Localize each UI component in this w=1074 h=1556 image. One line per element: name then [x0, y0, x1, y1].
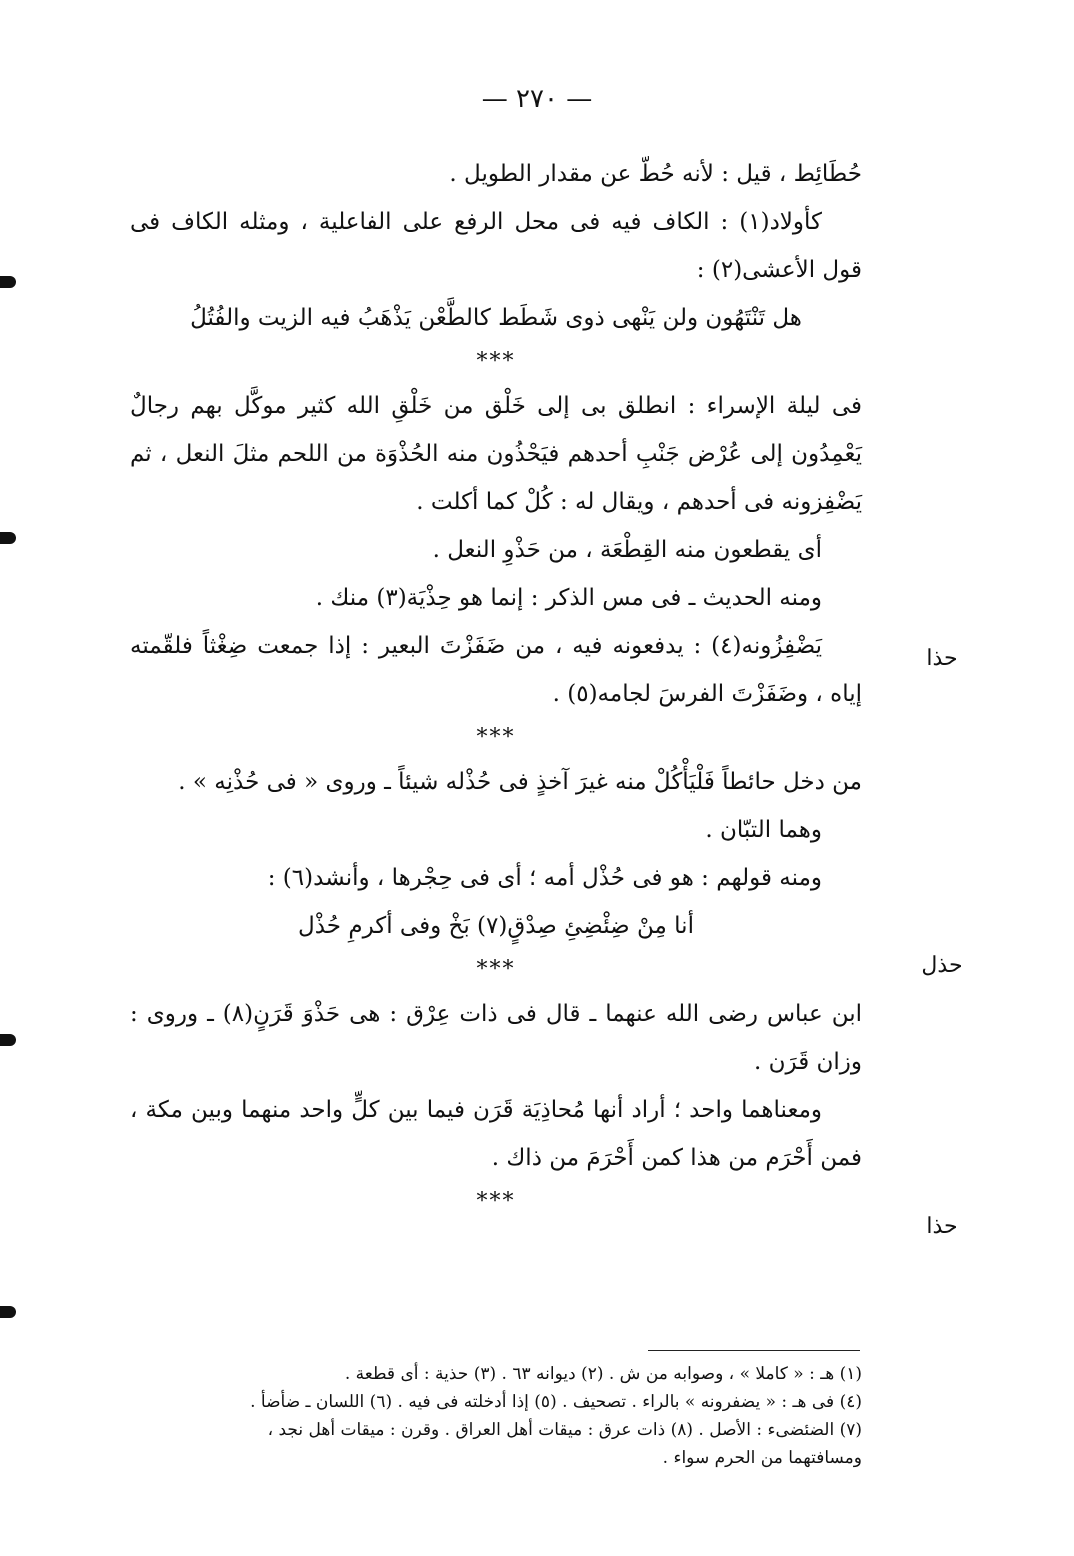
footnotes [130, 1360, 862, 1472]
section-separator: *** [476, 1189, 516, 1214]
margin-mark [0, 1034, 16, 1046]
margin-root-word: حذا [926, 646, 958, 671]
verse: أنا مِنْ ضِئْضِئِ صِدْقٍ(٧) بَخْ وفى أكرمِ حُذْل [298, 913, 694, 939]
text-line: من دخل حائطاً فَلْيَأْكُلْ منه غيرَ آخذٍ فى حُذْله شيئاً ـ وروى « فى حُذْنِه » . [178, 769, 862, 795]
text-line: فى ليلة الإسراء : انطلق بى إلى خَلْق من خَلْقِ الله كثير موكَّل بهم رجالٌ يَعْمِدُون إلى عُرْض جَنْبِ أحدهم فيَحْذُون منه الحُذْوَة من اللحم مثلَ النعل ، ثم يَضْفِزونه فى أحدهم ، ويقال له : كُلْ كما أكلت . [130, 393, 862, 515]
footnote-rule [648, 1350, 860, 1351]
margin-root-word: حذا [926, 1214, 958, 1239]
section-separator: *** [476, 349, 516, 374]
footnote-line: (١) هـ : « كاملا » ، وصوابه من ش . (٢) ديوانه ٦٣ . (٣) حذية : أى قطعة . [344, 1364, 862, 1384]
footnote-line: ومسافتهما من الحرم سواء . [662, 1448, 862, 1468]
text-line: كأولاد(١) : الكاف فيه فى محل الرفع على الفاعلية ، ومثله الكاف فى قول الأعشى(٢) : [130, 209, 862, 283]
margin-root-word: حذل [921, 953, 963, 978]
page-number: — ٢٧٠ — [481, 84, 593, 114]
section-separator: *** [476, 957, 516, 982]
text-line: ومعناهما واحد ؛ أراد أنها مُحاذِيَة قَرَن فيما بين كلٍّ واحد منهما وبين مكة ، فمن أَحْرَم من هذا كمن أَحْرَمَ من ذاك . [130, 1097, 862, 1171]
footnote-line: (٤) فى هـ : « يضفرونه » بالراء . تصحيف . (٥) إذا أدخلته فى فيه . (٦) اللسان ـ ضأضأ . [250, 1392, 862, 1412]
text-line: أى يقطعون منه القِطْعَة ، من حَذْوِ النعل . [432, 537, 822, 563]
text-line: وهما التبّان . [705, 817, 822, 843]
text-line: ومنه الحديث ـ فى مس الذكر : إنما هو حِذْيَة(٣) منك . [315, 585, 822, 611]
text-line: ابن عباس رضى الله عنهما ـ قال فى ذات عِرْق : هى حَذْوَ قَرَنٍ(٨) ـ وروى : وزان قَرَن . [130, 1001, 863, 1075]
text-line: يَضْفِزُونه(٤) : يدفعونه فيه ، من ضَفَزْتَ البعير : إذا جمعت ضِغْثاً فلقّمته إياه ، وضَفَزْتَ الفرسَ لجامه(٥) . [130, 633, 862, 707]
margin-mark [0, 1306, 16, 1318]
text-line: حُطَائِط ، قيل : لأنه حُطّ عن مقدار الطويل . [449, 161, 862, 187]
main-text [130, 150, 862, 1222]
text-line: ومنه قولهم : هو فى حُذْل أمه ؛ أى فى حِجْرها ، وأنشد(٦) : [267, 865, 822, 891]
margin-mark [0, 276, 16, 288]
verse: هل تَنْتَهُون ولن يَنْهى ذوى شَطَط كالطَّعْن يَذْهَبُ فيه الزيت والفُتُلُ [190, 305, 802, 331]
section-separator: *** [476, 725, 516, 750]
margin-mark [0, 532, 16, 544]
footnote-line: (٧) الضئضىء : الأصل . (٨) ذات عرق : ميقات أهل العراق . وقرن : ميقات أهل نجد ، [267, 1420, 862, 1440]
